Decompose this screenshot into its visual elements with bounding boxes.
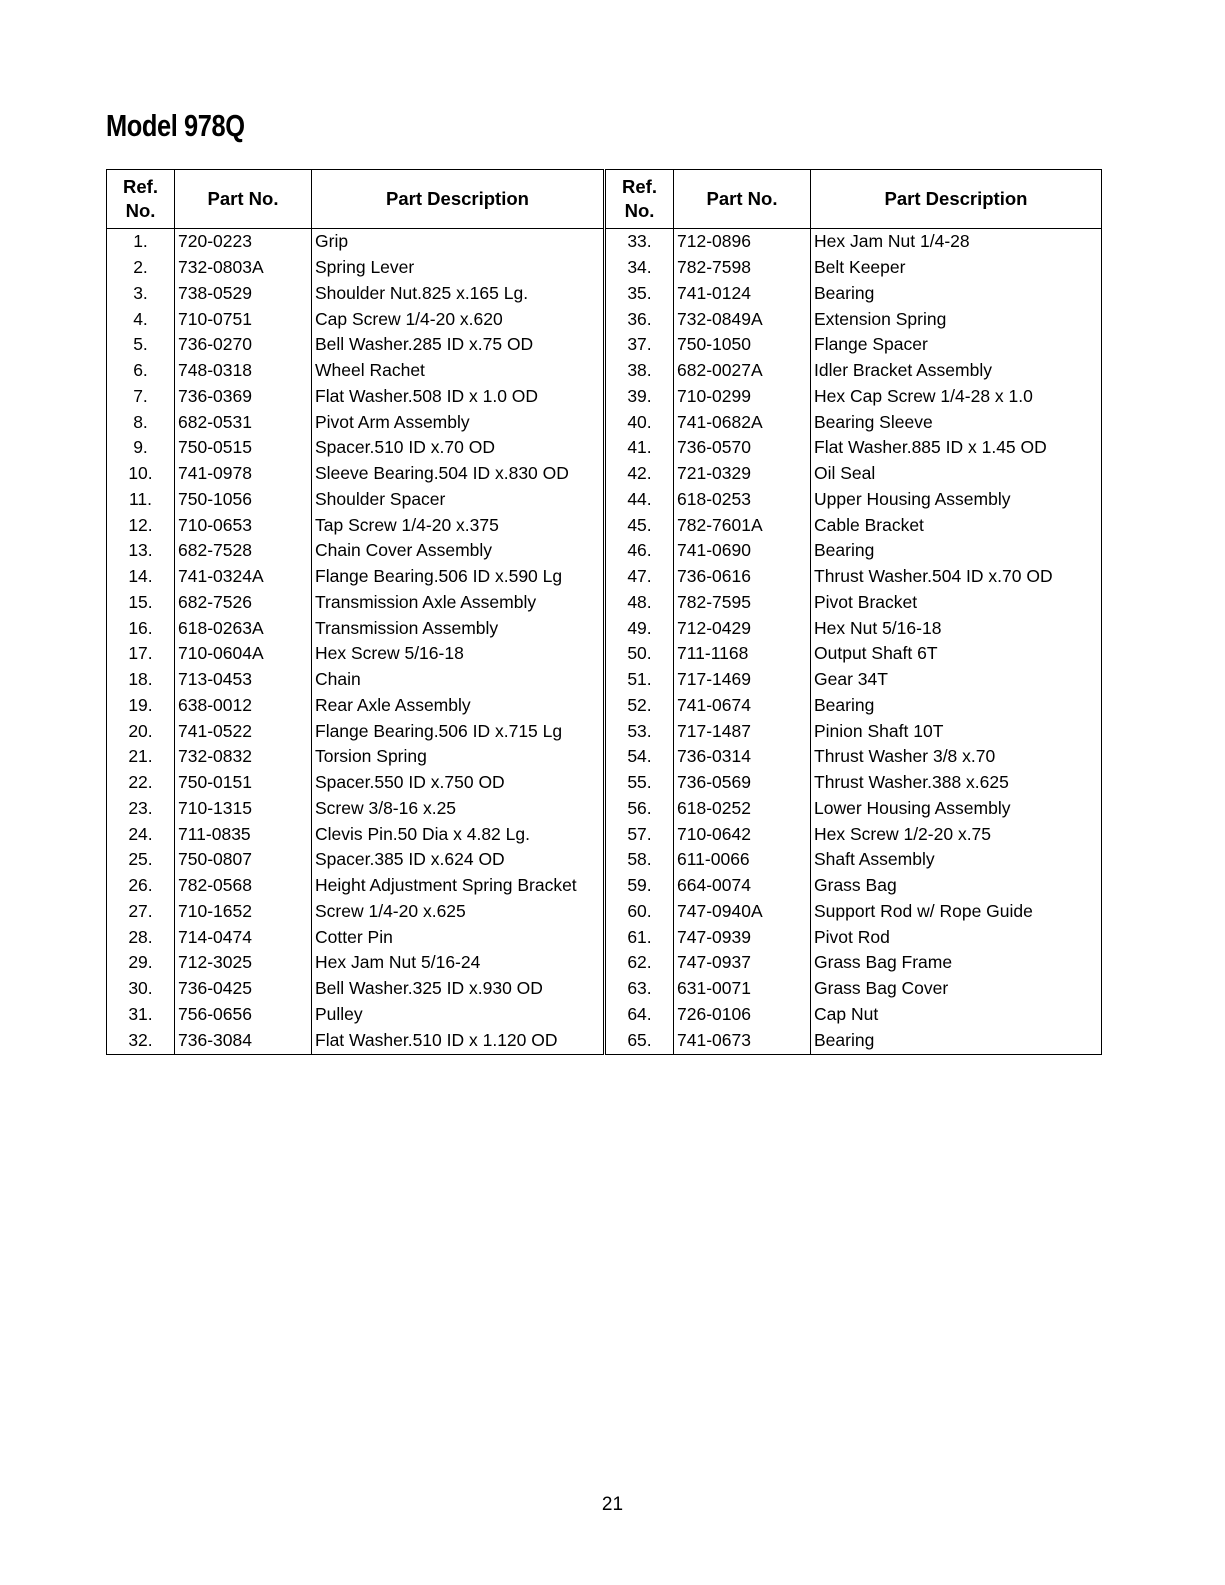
part-no-cell: 750-1050	[674, 332, 811, 358]
table-row	[107, 409, 604, 435]
header-part-description: Part Description	[811, 170, 1102, 229]
table-row	[107, 899, 604, 925]
part-no-cell: 741-0522	[175, 718, 312, 744]
header-part-no: Part No.	[175, 170, 312, 229]
table-row	[606, 487, 1102, 513]
ref-cell: 52.	[606, 693, 674, 719]
part-no-cell: 732-0849A	[674, 306, 811, 332]
table-row	[107, 384, 604, 410]
header-part-description: Part Description	[312, 170, 604, 229]
part-no-cell: 638-0012	[175, 693, 312, 719]
ref-cell: 35.	[606, 281, 674, 307]
ref-cell: 27.	[107, 899, 175, 925]
part-description-cell: Hex Nut 5/16-18	[814, 617, 942, 638]
table-row	[606, 924, 1102, 950]
parts-table-right	[605, 169, 1102, 1055]
part-description-cell: Cable Bracket	[814, 514, 924, 535]
ref-cell: 60.	[606, 899, 674, 925]
part-no-cell: 682-7528	[175, 538, 312, 564]
part-description-cell: Shoulder Nut.825 x.165 Lg.	[315, 282, 529, 303]
part-no-cell: 682-0531	[175, 409, 312, 435]
ref-cell: 61.	[606, 924, 674, 950]
part-no-cell: 756-0656	[175, 1002, 312, 1028]
ref-cell: 44.	[606, 487, 674, 513]
part-no-cell: 736-0425	[175, 976, 312, 1002]
ref-cell: 37.	[606, 332, 674, 358]
part-no-cell: 611-0066	[674, 847, 811, 873]
ref-cell: 42.	[606, 461, 674, 487]
page-number: 21	[601, 1494, 624, 1515]
part-no-cell: 618-0253	[674, 487, 811, 513]
part-description-cell: Support Rod w/ Rope Guide	[814, 900, 1033, 921]
part-description-cell: Gear 34T	[814, 669, 888, 690]
table-row	[606, 590, 1102, 616]
ref-cell: 56.	[606, 796, 674, 822]
part-description-cell: Hex Jam Nut 1/4-28	[814, 231, 970, 252]
table-row	[606, 641, 1102, 667]
part-no-cell: 711-0835	[175, 821, 312, 847]
part-no-cell: 736-3084	[175, 1027, 312, 1054]
part-no-cell: 712-0896	[674, 229, 811, 255]
part-description-cell: Grip	[315, 231, 349, 252]
table-row	[107, 615, 604, 641]
part-no-cell: 712-0429	[674, 615, 811, 641]
table-row	[107, 590, 604, 616]
ref-cell: 55.	[606, 770, 674, 796]
table-row	[107, 693, 604, 719]
ref-cell: 1.	[107, 229, 175, 255]
part-no-cell: 782-7601A	[674, 512, 811, 538]
table-row	[107, 487, 604, 513]
part-description-cell: Transmission Assembly	[315, 617, 499, 638]
table-row	[107, 306, 604, 332]
part-description-cell: Screw 1/4-20 x.625	[315, 900, 466, 921]
part-no-cell: 720-0223	[175, 229, 312, 255]
part-description-cell: Tap Screw 1/4-20 x.375	[315, 514, 499, 535]
part-description-cell: Spring Lever	[315, 257, 415, 278]
part-no-cell: 732-0803A	[175, 255, 312, 281]
part-description-cell: Transmission Axle Assembly	[315, 591, 537, 612]
ref-cell: 10.	[107, 461, 175, 487]
header-ref-no: Ref. No.	[606, 170, 674, 229]
table-row	[606, 873, 1102, 899]
ref-cell: 24.	[107, 821, 175, 847]
part-description-cell: Flat Washer.508 ID x 1.0 OD	[315, 385, 539, 406]
part-no-cell: 732-0832	[175, 744, 312, 770]
table-row	[107, 229, 604, 255]
ref-cell: 58.	[606, 847, 674, 873]
part-description-cell: Flat Washer.885 ID x 1.45 OD	[814, 437, 1047, 458]
part-description-cell: Spacer.550 ID x.750 OD	[315, 772, 505, 793]
part-description-cell: Spacer.510 ID x.70 OD	[315, 437, 495, 458]
part-description-cell: Chain Cover Assembly	[315, 540, 493, 561]
table-row	[606, 306, 1102, 332]
ref-cell: 46.	[606, 538, 674, 564]
part-no-cell: 738-0529	[175, 281, 312, 307]
ref-cell: 12.	[107, 512, 175, 538]
ref-cell: 8.	[107, 409, 175, 435]
ref-cell: 15.	[107, 590, 175, 616]
table-row	[606, 512, 1102, 538]
ref-cell: 36.	[606, 306, 674, 332]
ref-cell: 23.	[107, 796, 175, 822]
table-row	[606, 667, 1102, 693]
part-description-cell: Upper Housing Assembly	[814, 488, 1011, 509]
part-description-cell: Pivot Arm Assembly	[315, 411, 470, 432]
header-ref-no: Ref. No.	[107, 170, 175, 229]
part-description-cell: Pivot Bracket	[814, 591, 918, 612]
ref-cell: 39.	[606, 384, 674, 410]
part-no-cell: 710-0642	[674, 821, 811, 847]
table-row	[606, 744, 1102, 770]
part-description-cell: Grass Bag Frame	[814, 952, 953, 973]
part-no-cell: 741-0673	[674, 1027, 811, 1054]
parts-table-left	[106, 169, 604, 1055]
part-description-cell: Hex Cap Screw 1/4-28 x 1.0	[814, 385, 1033, 406]
ref-cell: 7.	[107, 384, 175, 410]
table-row	[606, 796, 1102, 822]
ref-cell: 18.	[107, 667, 175, 693]
part-no-cell: 664-0074	[674, 873, 811, 899]
part-description-cell: Shaft Assembly	[814, 849, 935, 870]
ref-cell: 3.	[107, 281, 175, 307]
part-description-cell: Bearing Sleeve	[814, 411, 933, 432]
part-description-cell: Spacer.385 ID x.624 OD	[315, 849, 505, 870]
table-row	[606, 229, 1102, 255]
table-row	[107, 950, 604, 976]
ref-cell: 51.	[606, 667, 674, 693]
part-no-cell: 750-0151	[175, 770, 312, 796]
ref-cell: 49.	[606, 615, 674, 641]
part-no-cell: 711-1168	[674, 641, 811, 667]
part-no-cell: 750-0807	[175, 847, 312, 873]
part-no-cell: 618-0252	[674, 796, 811, 822]
part-description-cell: Wheel Rachet	[315, 360, 425, 381]
table-row	[107, 1027, 604, 1054]
ref-cell: 54.	[606, 744, 674, 770]
part-no-cell: 741-0124	[674, 281, 811, 307]
part-no-cell: 736-0314	[674, 744, 811, 770]
table-row	[107, 641, 604, 667]
part-no-cell: 710-1652	[175, 899, 312, 925]
ref-cell: 30.	[107, 976, 175, 1002]
table-row	[606, 435, 1102, 461]
part-no-cell: 682-0027A	[674, 358, 811, 384]
table-row	[606, 899, 1102, 925]
part-description-cell: Grass Bag Cover	[814, 978, 949, 999]
ref-cell: 40.	[606, 409, 674, 435]
part-description-cell: Torsion Spring	[315, 746, 427, 767]
table-row	[107, 435, 604, 461]
part-no-cell: 741-0674	[674, 693, 811, 719]
ref-cell: 19.	[107, 693, 175, 719]
table-row	[606, 770, 1102, 796]
ref-cell: 25.	[107, 847, 175, 873]
part-description-cell: Grass Bag	[814, 875, 897, 896]
part-description-cell: Output Shaft 6T	[814, 643, 938, 664]
header-part-no: Part No.	[674, 170, 811, 229]
table-row	[606, 821, 1102, 847]
part-no-cell: 710-0751	[175, 306, 312, 332]
part-description-cell: Hex Jam Nut 5/16-24	[315, 952, 481, 973]
ref-cell: 50.	[606, 641, 674, 667]
ref-cell: 17.	[107, 641, 175, 667]
ref-cell: 11.	[107, 487, 175, 513]
ref-cell: 21.	[107, 744, 175, 770]
ref-cell: 22.	[107, 770, 175, 796]
part-description-cell: Bell Washer.285 ID x.75 OD	[315, 334, 534, 355]
part-description-cell: Clevis Pin.50 Dia x 4.82 Lg.	[315, 823, 530, 844]
ref-cell: 62.	[606, 950, 674, 976]
part-no-cell: 710-0299	[674, 384, 811, 410]
ref-cell: 53.	[606, 718, 674, 744]
part-no-cell: 750-1056	[175, 487, 312, 513]
ref-cell: 20.	[107, 718, 175, 744]
table-row	[606, 950, 1102, 976]
part-description-cell: Cap Screw 1/4-20 x.620	[315, 308, 503, 329]
table-row	[606, 409, 1102, 435]
table-header-row	[606, 170, 1102, 229]
table-row	[107, 718, 604, 744]
part-no-cell: 710-0653	[175, 512, 312, 538]
ref-cell: 29.	[107, 950, 175, 976]
part-description-cell: Bearing	[814, 282, 875, 303]
part-no-cell: 736-0570	[674, 435, 811, 461]
part-no-cell: 726-0106	[674, 1002, 811, 1028]
part-description-cell: Rear Axle Assembly	[315, 694, 471, 715]
part-no-cell: 741-0978	[175, 461, 312, 487]
part-no-cell: 736-0569	[674, 770, 811, 796]
table-row	[107, 1002, 604, 1028]
table-row	[606, 718, 1102, 744]
part-description-cell: Bearing	[814, 1029, 875, 1050]
part-no-cell: 618-0263A	[175, 615, 312, 641]
ref-cell: 64.	[606, 1002, 674, 1028]
part-description-cell: Screw 3/8-16 x.25	[315, 797, 457, 818]
ref-cell: 34.	[606, 255, 674, 281]
part-description-cell: Sleeve Bearing.504 ID x.830 OD	[315, 463, 569, 484]
part-description-cell: Hex Screw 5/16-18	[315, 643, 464, 664]
ref-cell: 2.	[107, 255, 175, 281]
table-row	[107, 667, 604, 693]
ref-cell: 31.	[107, 1002, 175, 1028]
table-row	[606, 281, 1102, 307]
part-description-cell: Extension Spring	[814, 308, 947, 329]
table-row	[606, 358, 1102, 384]
page-title: Model 978Q	[106, 108, 245, 143]
part-description-cell: Bearing	[814, 540, 875, 561]
table-row	[107, 821, 604, 847]
part-no-cell: 736-0369	[175, 384, 312, 410]
table-row	[107, 847, 604, 873]
table-row	[107, 358, 604, 384]
ref-cell: 47.	[606, 564, 674, 590]
part-no-cell: 631-0071	[674, 976, 811, 1002]
table-row	[606, 615, 1102, 641]
part-no-cell: 736-0270	[175, 332, 312, 358]
part-description-cell: Oil Seal	[814, 463, 876, 484]
part-no-cell: 741-0690	[674, 538, 811, 564]
ref-cell: 9.	[107, 435, 175, 461]
ref-cell: 41.	[606, 435, 674, 461]
part-no-cell: 713-0453	[175, 667, 312, 693]
table-row	[606, 255, 1102, 281]
table-row	[107, 924, 604, 950]
part-no-cell: 714-0474	[175, 924, 312, 950]
table-row	[606, 976, 1102, 1002]
table-row	[107, 744, 604, 770]
ref-cell: 6.	[107, 358, 175, 384]
part-no-cell: 782-0568	[175, 873, 312, 899]
ref-cell: 33.	[606, 229, 674, 255]
ref-cell: 63.	[606, 976, 674, 1002]
part-no-cell: 747-0939	[674, 924, 811, 950]
table-row	[107, 770, 604, 796]
table-row	[107, 873, 604, 899]
part-no-cell: 717-1469	[674, 667, 811, 693]
part-description-cell: Height Adjustment Spring Bracket	[315, 875, 577, 896]
ref-cell: 14.	[107, 564, 175, 590]
part-description-cell: Shoulder Spacer	[315, 488, 446, 509]
ref-cell: 65.	[606, 1027, 674, 1054]
part-description-cell: Pivot Rod	[814, 926, 890, 947]
part-no-cell: 747-0937	[674, 950, 811, 976]
part-description-cell: Thrust Washer 3/8 x.70	[814, 746, 996, 767]
ref-cell: 13.	[107, 538, 175, 564]
ref-cell: 26.	[107, 873, 175, 899]
part-no-cell: 741-0324A	[175, 564, 312, 590]
ref-cell: 57.	[606, 821, 674, 847]
ref-cell: 59.	[606, 873, 674, 899]
part-no-cell: 682-7526	[175, 590, 312, 616]
table-row	[107, 281, 604, 307]
ref-cell: 16.	[107, 615, 175, 641]
table-row	[107, 512, 604, 538]
ref-cell: 28.	[107, 924, 175, 950]
table-row	[107, 538, 604, 564]
part-description-cell: Flat Washer.510 ID x 1.120 OD	[315, 1029, 558, 1050]
part-no-cell: 748-0318	[175, 358, 312, 384]
table-row	[606, 847, 1102, 873]
part-description-cell: Bell Washer.325 ID x.930 OD	[315, 978, 543, 999]
part-no-cell: 736-0616	[674, 564, 811, 590]
part-description-cell: Chain	[315, 669, 361, 690]
part-description-cell: Thrust Washer.388 x.625	[814, 772, 1009, 793]
part-description-cell: Lower Housing Assembly	[814, 797, 1011, 818]
part-description-cell: Belt Keeper	[814, 257, 906, 278]
part-description-cell: Pulley	[315, 1003, 363, 1024]
part-no-cell: 741-0682A	[674, 409, 811, 435]
table-row	[606, 564, 1102, 590]
table-row	[606, 1002, 1102, 1028]
table-row	[606, 538, 1102, 564]
part-no-cell: 782-7598	[674, 255, 811, 281]
part-description-cell: Flange Bearing.506 ID x.590 Lg	[315, 566, 563, 587]
part-description-cell: Thrust Washer.504 ID x.70 OD	[814, 566, 1053, 587]
ref-cell: 45.	[606, 512, 674, 538]
part-description-cell: Hex Screw 1/2-20 x.75	[814, 823, 992, 844]
part-no-cell: 710-1315	[175, 796, 312, 822]
table-header-row	[107, 170, 604, 229]
ref-cell: 32.	[107, 1027, 175, 1054]
ref-cell: 48.	[606, 590, 674, 616]
table-row	[107, 461, 604, 487]
part-no-cell: 710-0604A	[175, 641, 312, 667]
table-row	[606, 461, 1102, 487]
part-description-cell: Bearing	[814, 694, 875, 715]
part-description-cell: Flange Spacer	[814, 334, 928, 355]
part-description-cell: Cotter Pin	[315, 926, 393, 947]
table-row	[107, 564, 604, 590]
part-no-cell: 750-0515	[175, 435, 312, 461]
table-row	[606, 384, 1102, 410]
part-no-cell: 712-3025	[175, 950, 312, 976]
table-row	[606, 693, 1102, 719]
table-row	[606, 332, 1102, 358]
part-no-cell: 717-1487	[674, 718, 811, 744]
part-description-cell: Cap Nut	[814, 1003, 879, 1024]
ref-cell: 4.	[107, 306, 175, 332]
ref-cell: 38.	[606, 358, 674, 384]
table-row	[107, 976, 604, 1002]
part-description-cell: Idler Bracket Assembly	[814, 360, 992, 381]
part-description-cell: Flange Bearing.506 ID x.715 Lg	[315, 720, 563, 741]
table-row	[107, 255, 604, 281]
table-row	[107, 332, 604, 358]
part-no-cell: 782-7595	[674, 590, 811, 616]
part-description-cell: Pinion Shaft 10T	[814, 720, 944, 741]
table-row	[606, 1027, 1102, 1054]
table-row	[107, 796, 604, 822]
ref-cell: 5.	[107, 332, 175, 358]
part-no-cell: 721-0329	[674, 461, 811, 487]
part-no-cell: 747-0940A	[674, 899, 811, 925]
